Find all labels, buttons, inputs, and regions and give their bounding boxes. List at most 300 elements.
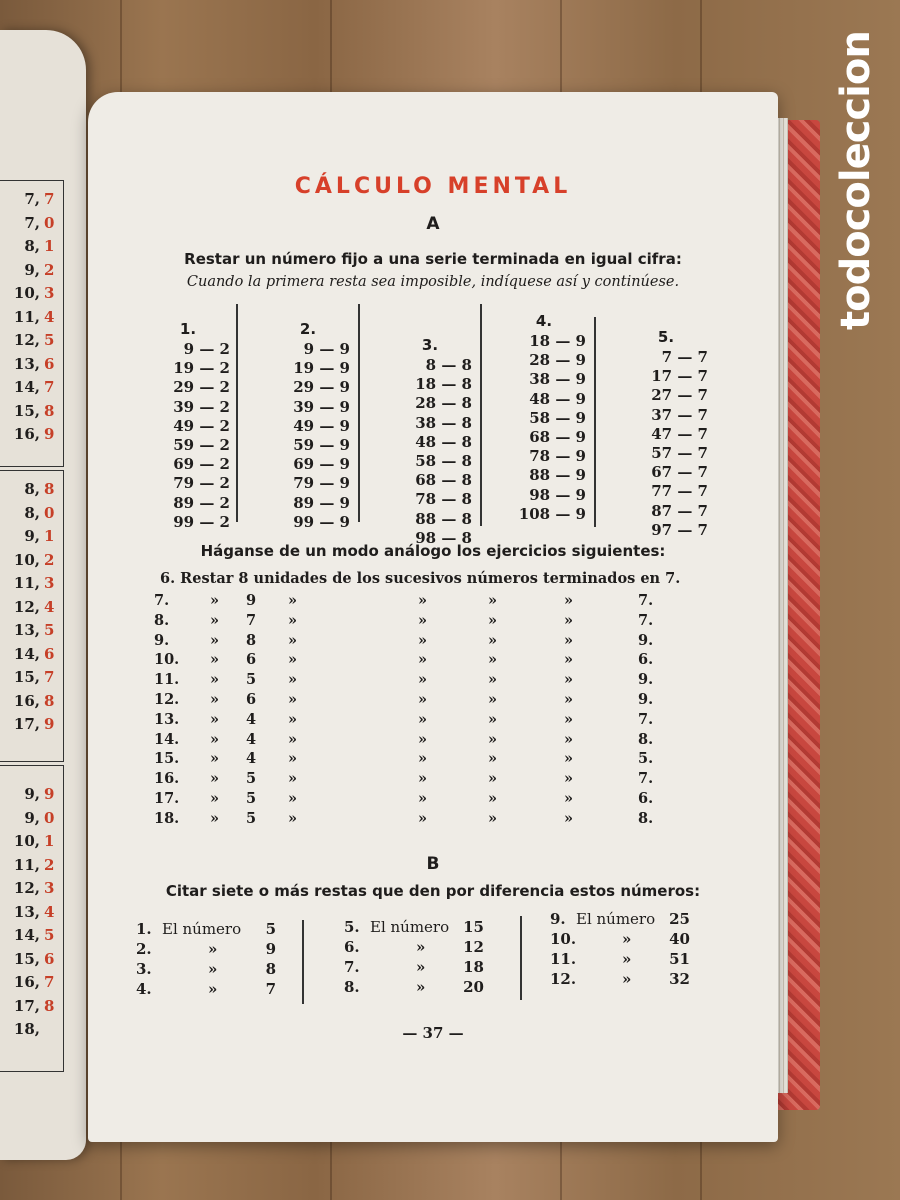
- exercise-ending: 7.: [638, 611, 654, 629]
- left-number: 10,: [13, 550, 40, 569]
- subtraction-item: 88 — 9: [529, 466, 586, 485]
- left-result: 8: [44, 480, 55, 498]
- subtraction-item: 19 — 9: [293, 359, 350, 378]
- difference-number: 2.: [136, 940, 152, 958]
- exercise-row: [88, 592, 778, 612]
- ditto-mark: »: [418, 730, 428, 748]
- subtraction-item: 48 — 8: [415, 432, 472, 451]
- subtraction-item: 78 — 8: [415, 490, 472, 509]
- left-number: 10,: [13, 832, 40, 850]
- left-page-row: [0, 331, 70, 353]
- left-page-row: [0, 973, 70, 995]
- exercise-ending: 6.: [638, 651, 654, 669]
- ditto-mark: »: [564, 592, 574, 609]
- left-result: 7: [44, 973, 55, 991]
- left-page-row: [0, 261, 70, 283]
- difference-number: 11.: [550, 950, 577, 968]
- column-label: 2.: [299, 320, 317, 338]
- exercise-subtrahend: 4: [246, 730, 257, 748]
- ditto-mark: »: [564, 671, 574, 689]
- left-number: 16,: [13, 425, 40, 443]
- difference-row: [136, 960, 296, 980]
- subtraction-item: 38 — 9: [529, 370, 586, 389]
- left-number: 17,: [13, 996, 40, 1015]
- left-result: 1: [44, 527, 55, 545]
- ditto-mark: »: [564, 691, 574, 708]
- ditto-mark: »: [210, 651, 220, 669]
- left-result: 8: [44, 996, 55, 1015]
- subtraction-item: 47 — 7: [651, 424, 708, 443]
- subtraction-item: 89 — 9: [293, 493, 350, 512]
- left-result: 8: [44, 401, 55, 420]
- ditto-mark: »: [210, 710, 220, 728]
- ditto-mark: »: [288, 809, 298, 827]
- exercise-subtrahend: 5: [246, 770, 257, 788]
- difference-row: [344, 938, 504, 958]
- ditto-mark: »: [210, 730, 220, 748]
- ditto-mark: »: [288, 631, 298, 649]
- left-page-row: [0, 308, 70, 330]
- exercise-number: 13.: [154, 710, 180, 728]
- exercise-row: [88, 750, 778, 770]
- left-number: 10,: [13, 284, 40, 302]
- ditto-mark: »: [418, 592, 428, 609]
- left-page-row: [0, 785, 70, 807]
- difference-column: [136, 920, 296, 1010]
- exercise-number: 18.: [154, 809, 180, 827]
- column-divider: [236, 304, 238, 522]
- subtraction-item: 28 — 8: [415, 394, 472, 413]
- ditto-mark: »: [210, 809, 220, 827]
- subtraction-item: 79 — 9: [293, 474, 350, 493]
- subtraction-column: [266, 320, 350, 532]
- column-label: 1.: [179, 320, 197, 338]
- subtraction-item: 48 — 9: [529, 389, 586, 408]
- difference-value: 51: [669, 950, 690, 968]
- subtraction-item: 57 — 7: [651, 443, 708, 462]
- left-number: 9,: [24, 527, 40, 545]
- difference-label: »: [208, 960, 218, 978]
- left-number: 13,: [13, 902, 40, 921]
- ditto-mark: »: [488, 770, 498, 788]
- left-result: 0: [44, 503, 55, 522]
- left-number: 8,: [24, 237, 40, 255]
- difference-column: [550, 910, 710, 1000]
- left-result: 6: [44, 644, 55, 663]
- ditto-mark: »: [210, 631, 220, 649]
- difference-number: 12.: [550, 970, 577, 988]
- difference-label: »: [208, 940, 218, 958]
- ditto-mark: »: [418, 790, 428, 807]
- left-number: 18,: [13, 1020, 40, 1038]
- ditto-mark: »: [418, 651, 428, 669]
- difference-row: [550, 970, 710, 990]
- difference-label: »: [622, 950, 632, 968]
- difference-column: [344, 918, 504, 1008]
- subtraction-item: 9 — 9: [303, 340, 350, 358]
- exercise-row: [88, 711, 778, 731]
- column-divider: [594, 317, 596, 527]
- ditto-mark: »: [488, 710, 498, 728]
- difference-row: [344, 918, 504, 938]
- exercise-number: 17.: [154, 790, 180, 807]
- left-result: 1: [44, 237, 55, 255]
- difference-label: »: [416, 938, 426, 956]
- watermark-logo: todocoleccion: [833, 31, 879, 330]
- left-result: 3: [44, 284, 55, 302]
- difference-label: El número: [576, 910, 656, 928]
- left-result: 7: [44, 378, 55, 396]
- left-number: 7,: [24, 190, 40, 208]
- exercise-subtrahend: 5: [246, 790, 257, 807]
- ditto-mark: »: [418, 770, 428, 788]
- left-page-row: [0, 355, 70, 377]
- exercise-ending: 7.: [638, 770, 654, 788]
- left-page-row: [0, 378, 70, 400]
- difference-value: 8: [265, 960, 276, 978]
- exercise-subtrahend: 9: [246, 592, 257, 609]
- exercise-number: 11.: [154, 671, 180, 689]
- left-result: 6: [44, 354, 55, 373]
- page-number: — 37 —: [402, 1024, 464, 1042]
- exercise-number: 15.: [154, 750, 180, 768]
- left-number: 8,: [24, 503, 40, 522]
- subtraction-column: [502, 312, 586, 524]
- subtraction-item: 99 — 9: [293, 512, 350, 531]
- exercise-number: 8.: [154, 611, 170, 629]
- subtraction-item: 58 — 9: [529, 408, 586, 427]
- ditto-mark: »: [288, 730, 298, 748]
- difference-value: 12: [463, 938, 484, 956]
- subtraction-column: [146, 320, 230, 532]
- subtraction-item: 89 — 2: [173, 493, 230, 512]
- ditto-mark: »: [564, 611, 574, 629]
- section-a-heading: Restar un número fijo a una serie terminada en igual cifra:: [184, 250, 682, 268]
- left-number: 9,: [24, 808, 40, 827]
- left-page-row: [0, 527, 70, 549]
- exercise-ending: 8.: [638, 730, 654, 748]
- difference-label: »: [622, 930, 632, 948]
- subtraction-item: 99 — 2: [173, 512, 230, 531]
- subtraction-item: 59 — 2: [173, 435, 230, 454]
- left-number: 9,: [24, 785, 40, 803]
- ditto-mark: »: [488, 790, 498, 807]
- difference-label: El número: [370, 918, 450, 936]
- ditto-mark: »: [488, 691, 498, 708]
- left-result: 1: [44, 832, 55, 850]
- section-a-heading-2: Háganse de un modo análogo los ejercicios siguientes:: [200, 542, 666, 560]
- difference-label: »: [208, 980, 218, 998]
- column-label: 5.: [657, 328, 675, 346]
- ditto-mark: »: [488, 611, 498, 629]
- subtraction-item: 29 — 2: [173, 378, 230, 397]
- ditto-mark: »: [488, 631, 498, 649]
- ditto-mark: »: [288, 710, 298, 728]
- column-divider: [520, 916, 522, 1000]
- ditto-mark: »: [210, 691, 220, 708]
- difference-number: 8.: [344, 978, 360, 996]
- difference-value: 5: [265, 920, 276, 938]
- exercise-number: 9.: [154, 631, 170, 649]
- left-page-row: [0, 856, 70, 878]
- subtraction-item: 79 — 2: [173, 474, 230, 493]
- subtraction-item: 7 — 7: [661, 348, 708, 366]
- left-page-row: [0, 879, 70, 901]
- left-number: 11,: [13, 307, 40, 326]
- difference-value: 9: [265, 940, 276, 958]
- subtraction-item: 28 — 9: [529, 351, 586, 370]
- difference-row: [344, 978, 504, 998]
- left-page: [0, 30, 86, 1160]
- exercise-subtrahend: 4: [246, 710, 257, 728]
- ditto-mark: »: [418, 710, 428, 728]
- subtraction-item: 78 — 9: [529, 447, 586, 466]
- left-page-row: [0, 621, 70, 643]
- difference-value: 40: [669, 930, 690, 948]
- section-b-heading: Citar siete o más restas que den por diferencia estos números:: [165, 882, 701, 900]
- left-number: 11,: [13, 574, 40, 592]
- left-page-row: [0, 645, 70, 667]
- ditto-mark: »: [564, 750, 574, 768]
- exercise-subtrahend: 6: [246, 691, 257, 708]
- difference-label: »: [416, 958, 426, 976]
- difference-number: 4.: [136, 980, 152, 998]
- left-number: 16,: [13, 691, 40, 710]
- left-number: 15,: [13, 668, 40, 686]
- exercise-ending: 9.: [638, 631, 654, 649]
- ditto-mark: »: [288, 691, 298, 708]
- difference-value: 18: [463, 958, 484, 976]
- subtraction-item: 17 — 7: [651, 367, 708, 386]
- subtraction-item: 97 — 7: [651, 520, 708, 539]
- left-page-row: [0, 237, 70, 259]
- difference-row: [136, 940, 296, 960]
- ditto-mark: »: [418, 631, 428, 649]
- subtraction-item: 9 — 2: [183, 340, 230, 358]
- subtraction-item: 98 — 8: [415, 528, 472, 547]
- exercise-number: 16.: [154, 770, 180, 788]
- exercise-ending: 7.: [638, 710, 654, 728]
- exercise-subtrahend: 5: [246, 671, 257, 689]
- subtraction-item: 108 — 9: [518, 504, 586, 523]
- difference-label: »: [622, 970, 632, 988]
- subtraction-column: [388, 336, 472, 548]
- subtraction-column: [624, 328, 708, 540]
- left-number: 12,: [13, 331, 40, 349]
- ditto-mark: »: [488, 809, 498, 827]
- left-number: 13,: [13, 354, 40, 373]
- column-divider: [302, 920, 304, 1004]
- difference-number: 10.: [550, 930, 577, 948]
- subtraction-item: 68 — 9: [529, 427, 586, 446]
- exercise-row: [88, 632, 778, 652]
- column-divider: [358, 304, 360, 522]
- subtraction-item: 59 — 9: [293, 435, 350, 454]
- exercise-row: [88, 612, 778, 632]
- difference-value: 32: [669, 970, 690, 988]
- left-result: 2: [44, 550, 55, 569]
- section-a-label: A: [426, 214, 440, 234]
- left-number: 14,: [13, 644, 40, 663]
- ditto-mark: »: [210, 770, 220, 788]
- left-result: 4: [44, 902, 55, 921]
- left-page-row: [0, 598, 70, 620]
- difference-value: 20: [463, 978, 484, 996]
- subtraction-item: 38 — 8: [415, 413, 472, 432]
- left-page-row: [0, 926, 70, 948]
- left-number: 15,: [13, 401, 40, 420]
- left-page-row: [0, 504, 70, 526]
- difference-row: [136, 980, 296, 1000]
- difference-number: 9.: [550, 910, 566, 928]
- left-result: 2: [44, 855, 55, 874]
- subtraction-item: 29 — 9: [293, 378, 350, 397]
- subtraction-item: 69 — 2: [173, 455, 230, 474]
- left-number: 12,: [13, 879, 40, 897]
- exercise-ending: 5.: [638, 750, 654, 768]
- subtraction-item: 18 — 8: [415, 375, 472, 394]
- exercise-subtrahend: 8: [246, 631, 257, 649]
- exercise-subtrahend: 6: [246, 651, 257, 669]
- ditto-mark: »: [564, 809, 574, 827]
- exercise-ending: 9.: [638, 691, 654, 708]
- exercise-row: [88, 731, 778, 751]
- exercise-ending: 9.: [638, 671, 654, 689]
- ditto-mark: »: [210, 592, 220, 609]
- exercise-row: [88, 770, 778, 790]
- left-page-row: [0, 480, 70, 502]
- left-result: 7: [44, 190, 55, 208]
- column-label: 4.: [535, 312, 553, 330]
- left-result: 9: [44, 425, 55, 443]
- left-number: 11,: [13, 855, 40, 874]
- subtraction-item: 77 — 7: [651, 482, 708, 501]
- difference-value: 25: [669, 910, 690, 928]
- column-label: 3.: [421, 336, 439, 354]
- ditto-mark: »: [288, 651, 298, 669]
- left-page-row: [0, 574, 70, 596]
- left-result: 4: [44, 597, 55, 616]
- left-page-row: [0, 214, 70, 236]
- subtraction-item: 37 — 7: [651, 405, 708, 424]
- ditto-mark: »: [418, 671, 428, 689]
- difference-row: [550, 930, 710, 950]
- subtraction-item: 8 — 8: [425, 356, 472, 374]
- left-result: 5: [44, 621, 55, 639]
- left-number: 14,: [13, 378, 40, 396]
- ditto-mark: »: [418, 750, 428, 768]
- ditto-mark: »: [564, 790, 574, 807]
- left-result: 2: [44, 260, 55, 279]
- exercise-row: [88, 651, 778, 671]
- subtraction-item: 18 — 9: [529, 332, 586, 350]
- left-page-row: [0, 1020, 70, 1042]
- left-page-row: [0, 715, 70, 737]
- left-page-row: [0, 284, 70, 306]
- left-result: 5: [44, 926, 55, 944]
- left-page-row: [0, 903, 70, 925]
- subtraction-item: 69 — 9: [293, 455, 350, 474]
- exercise-row: [88, 671, 778, 691]
- difference-row: [550, 910, 710, 930]
- left-page-row: [0, 190, 70, 212]
- exercise-ending: 8.: [638, 809, 654, 827]
- subtraction-item: 68 — 8: [415, 471, 472, 490]
- exercise-number: 7.: [154, 592, 170, 609]
- left-result: 9: [44, 715, 55, 733]
- left-page-row: [0, 551, 70, 573]
- subtraction-item: 67 — 7: [651, 463, 708, 482]
- ditto-mark: »: [418, 611, 428, 629]
- left-number: 12,: [13, 597, 40, 616]
- exercise-number: 10.: [154, 651, 180, 669]
- ditto-mark: »: [210, 611, 220, 629]
- exercise-row: [88, 810, 778, 830]
- left-number: 13,: [13, 621, 40, 639]
- ditto-mark: »: [418, 691, 428, 708]
- left-page-row: [0, 809, 70, 831]
- ditto-mark: »: [488, 671, 498, 689]
- left-result: 0: [44, 808, 55, 827]
- ditto-mark: »: [288, 770, 298, 788]
- subtraction-item: 49 — 9: [293, 416, 350, 435]
- ditto-mark: »: [488, 750, 498, 768]
- subtraction-item: 87 — 7: [651, 501, 708, 520]
- ditto-mark: »: [564, 631, 574, 649]
- exercise-ending: 6.: [638, 790, 654, 807]
- exercise-subtrahend: 4: [246, 750, 257, 768]
- left-number: 14,: [13, 926, 40, 944]
- left-result: 9: [44, 785, 55, 803]
- exercise-row: [88, 691, 778, 711]
- ditto-mark: »: [564, 651, 574, 669]
- ditto-mark: »: [288, 592, 298, 609]
- subtraction-item: 39 — 2: [173, 397, 230, 416]
- left-page-row: [0, 950, 70, 972]
- ditto-mark: »: [488, 651, 498, 669]
- ditto-mark: »: [210, 750, 220, 768]
- difference-label: El número: [162, 920, 242, 938]
- difference-row: [344, 958, 504, 978]
- ditto-mark: »: [210, 790, 220, 807]
- difference-number: 6.: [344, 938, 360, 956]
- left-page-row: [0, 692, 70, 714]
- difference-number: 5.: [344, 918, 360, 936]
- exercise-subtrahend: 7: [246, 611, 257, 629]
- exercise-subtrahend: 5: [246, 809, 257, 827]
- left-result: 5: [44, 331, 55, 349]
- ditto-mark: »: [288, 611, 298, 629]
- book-page: [88, 92, 778, 1142]
- ditto-mark: »: [564, 770, 574, 788]
- difference-row: [550, 950, 710, 970]
- subtraction-item: 39 — 9: [293, 397, 350, 416]
- ditto-mark: »: [418, 809, 428, 827]
- ditto-mark: »: [288, 790, 298, 807]
- left-result: 7: [44, 668, 55, 686]
- left-result: 6: [44, 949, 55, 968]
- column-divider: [480, 304, 482, 526]
- left-number: 7,: [24, 213, 40, 232]
- left-page-row: [0, 997, 70, 1019]
- difference-number: 3.: [136, 960, 152, 978]
- left-result: 3: [44, 574, 55, 592]
- exercise-row: [88, 790, 778, 810]
- left-number: 17,: [13, 715, 40, 733]
- difference-value: 15: [463, 918, 484, 936]
- ditto-mark: »: [288, 750, 298, 768]
- left-page-row: [0, 425, 70, 447]
